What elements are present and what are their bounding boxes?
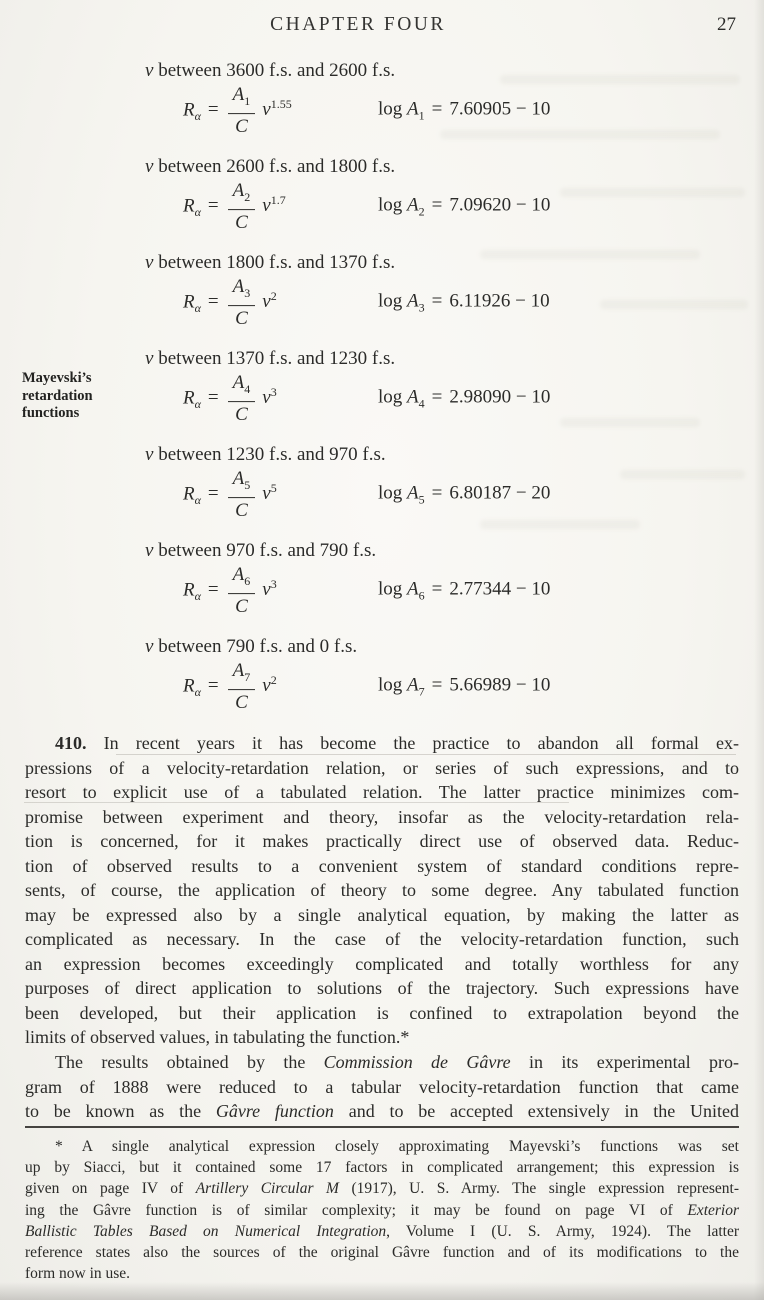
coefficient-index: 7	[418, 684, 425, 699]
v-symbol: v	[262, 675, 271, 697]
v-symbol: v	[145, 636, 154, 657]
A-symbol: A	[232, 564, 245, 586]
text-segment: form now in use.	[25, 1265, 131, 1283]
retardation-equation	[183, 373, 277, 425]
coefficient-index: 1	[418, 108, 425, 123]
velocity-power-term	[262, 483, 276, 504]
equals-sign: =	[431, 482, 443, 504]
retardation-equation	[183, 181, 286, 233]
text-segment: given on page IV of	[25, 1180, 196, 1198]
footnote-line	[25, 1242, 739, 1263]
log-coefficient-expression	[378, 291, 550, 316]
v-symbol: v	[262, 291, 271, 313]
alpha-symbol: α	[194, 685, 201, 700]
A-symbol: A	[407, 674, 419, 696]
paragraph-line	[25, 805, 739, 830]
log-word: log	[378, 98, 408, 120]
fraction-numerator	[228, 181, 256, 209]
log-word: log	[378, 290, 408, 312]
alpha-subscript	[195, 109, 201, 123]
alpha-symbol: α	[194, 205, 201, 220]
R-symbol: R	[183, 195, 195, 217]
fraction-denominator	[228, 305, 256, 329]
velocity-exponent: 3	[270, 385, 277, 400]
velocity-power-term	[262, 291, 276, 312]
text-segment: reference states also the sources of the original Gâvre function and of its modifications to the	[25, 1244, 739, 1262]
fraction-denominator	[228, 401, 256, 425]
text-segment: In recent years it has become the practice to abandon all formal ex-	[86, 733, 739, 753]
C-symbol: C	[235, 307, 248, 329]
text-segment: resort to explicit use of a tabulated relation. The latter practice minimizes com-	[25, 782, 739, 802]
log-value: 2.98090 − 10	[449, 386, 551, 408]
A-symbol: A	[232, 276, 245, 298]
log-word: log	[378, 578, 408, 600]
v-symbol: v	[145, 252, 154, 273]
retardation-equation	[183, 469, 277, 521]
alpha-symbol: α	[194, 493, 201, 508]
alpha-symbol: α	[194, 397, 201, 412]
alpha-subscript	[195, 589, 201, 603]
log-word: log	[378, 194, 408, 216]
equals-sign: =	[207, 387, 219, 409]
A-symbol: A	[407, 98, 419, 120]
v-symbol: v	[262, 195, 271, 217]
equals-sign: =	[207, 291, 219, 313]
paragraph-line	[25, 756, 739, 781]
v-symbol: v	[262, 483, 271, 505]
text-segment: promise between experiment and theory, insofar as the velocity-retardation rela-	[25, 806, 739, 827]
retardation-equation	[183, 85, 292, 137]
italic-text: Ballistic Tables Based on Numerical Integration	[25, 1222, 387, 1240]
scan-bleed-artifact	[500, 75, 740, 84]
A-symbol: A	[232, 180, 245, 202]
R-symbol: R	[183, 387, 195, 409]
log-value: 2.77344 − 10	[449, 578, 551, 600]
coefficient-index: 3	[244, 285, 251, 300]
bold-text: 410.	[55, 733, 87, 753]
fraction-numerator	[228, 565, 256, 593]
alpha-subscript	[195, 397, 201, 411]
paragraph-line	[25, 780, 739, 805]
velocity-exponent: 2	[270, 673, 277, 688]
velocity-range-line: v between 1800 f.s. and 1370 f.s.	[145, 252, 396, 273]
paragraph-line	[25, 731, 739, 756]
margin-note-line: functions	[22, 405, 80, 421]
scan-bleed-artifact	[600, 300, 748, 309]
paragraph-line	[25, 927, 739, 952]
A-symbol: A	[232, 468, 245, 490]
equals-sign: =	[207, 195, 219, 217]
velocity-power-term	[262, 99, 291, 120]
fraction-denominator	[228, 113, 256, 137]
log-word: log	[378, 674, 408, 696]
text-segment: been developed, but their application is confined to extrapolation beyond the	[25, 1002, 739, 1023]
velocity-range-line: v between 790 f.s. and 0 f.s.	[145, 636, 358, 657]
fraction-numerator	[228, 277, 256, 305]
v-symbol: v	[145, 348, 154, 369]
equals-sign: =	[207, 483, 219, 505]
footnote-line	[25, 1200, 739, 1221]
velocity-power-term	[262, 387, 276, 408]
v-symbol: v	[262, 387, 271, 409]
chapter-title: CHAPTER FOUR	[270, 14, 446, 35]
coefficient-index: 1	[244, 93, 251, 108]
retardation-equation	[183, 661, 277, 713]
equals-sign: =	[431, 194, 443, 216]
text-segment: an expression becomes exceedingly complicated and totally worthless for any	[25, 953, 739, 974]
text-segment: pressions of a velocity-retardation relation, or series of such expressions, and to	[25, 757, 739, 778]
paragraph-line	[25, 1075, 739, 1100]
velocity-power-term	[262, 675, 276, 696]
coefficient-index: 2	[418, 204, 425, 219]
coefficient-fraction	[228, 277, 256, 329]
log-value: 5.66989 − 10	[449, 674, 551, 696]
paragraph-line	[25, 1025, 739, 1050]
text-segment: in its experimental pro-	[510, 1052, 740, 1072]
paragraph-410	[25, 731, 739, 1050]
paragraph-line	[25, 976, 739, 1001]
margin-note-line: retardation	[22, 387, 93, 404]
text-segment: , Volume I (U. S. Army, 1924). The latter	[386, 1222, 739, 1240]
coefficient-index: 4	[244, 381, 251, 396]
C-symbol: C	[235, 595, 248, 617]
coefficient-index: 6	[418, 588, 425, 603]
text-segment: purposes of direct application to solutions of the trajectory. Such expressions have	[25, 978, 739, 998]
velocity-exponent: 5	[270, 481, 277, 496]
coefficient-fraction	[228, 565, 256, 617]
log-coefficient-expression	[378, 579, 550, 604]
velocity-range-line: v between 1230 f.s. and 970 f.s.	[145, 444, 386, 465]
v-symbol: v	[262, 579, 271, 601]
pencil-underline-artifact	[116, 754, 736, 755]
A-symbol: A	[407, 290, 419, 312]
v-symbol: v	[262, 99, 271, 121]
fraction-numerator	[228, 373, 256, 401]
text-segment: and to be accepted extensively in the United	[333, 1101, 739, 1121]
formula-row	[0, 660, 764, 714]
coefficient-fraction	[228, 373, 256, 425]
A-symbol: A	[407, 194, 419, 216]
fraction-denominator	[228, 689, 256, 713]
fraction-numerator	[228, 661, 256, 689]
equals-sign: =	[431, 98, 443, 120]
log-coefficient-expression	[378, 675, 550, 700]
C-symbol: C	[235, 211, 248, 233]
retardation-equation	[183, 277, 277, 329]
formula-block	[0, 538, 764, 618]
equals-sign: =	[207, 579, 219, 601]
paragraph-line	[25, 1001, 739, 1026]
coefficient-index: 7	[244, 669, 251, 684]
velocity-range-line: v between 1370 f.s. and 1230 f.s.	[145, 348, 396, 369]
A-symbol: A	[232, 660, 245, 682]
equals-sign: =	[431, 674, 443, 696]
velocity-range-line: v between 970 f.s. and 790 f.s.	[145, 540, 377, 561]
text-segment: (1917), U. S. Army. The single expression represent-	[338, 1180, 739, 1198]
alpha-subscript	[195, 685, 201, 699]
log-value: 7.09620 − 10	[449, 194, 551, 216]
log-coefficient-expression	[378, 387, 550, 412]
formula-block	[0, 634, 764, 714]
R-symbol: R	[183, 291, 195, 313]
text-segment: tion is concerned, for it makes practically direct use of observed data. Reduc-	[25, 831, 739, 851]
equals-sign: =	[431, 578, 443, 600]
paragraph-line	[25, 903, 739, 928]
pencil-underline-artifact	[24, 802, 569, 803]
footnote-line	[25, 1136, 739, 1157]
coefficient-fraction	[228, 181, 256, 233]
text-segment: sents, of course, the application of theory to some degree. Any tabulated function	[25, 880, 739, 900]
log-value: 6.80187 − 20	[449, 482, 551, 504]
coefficient-index: 5	[418, 492, 425, 507]
scan-edge-shadow	[754, 0, 764, 1300]
paragraph-line	[25, 854, 739, 879]
coefficient-index: 6	[244, 573, 251, 588]
page-number: 27	[717, 14, 736, 35]
paragraph-gavre	[25, 1050, 739, 1124]
R-symbol: R	[183, 675, 195, 697]
italic-text: Commission de Gâvre	[323, 1052, 511, 1072]
formula-row	[0, 564, 764, 618]
paragraph-line	[25, 878, 739, 903]
margin-note	[22, 370, 142, 423]
coefficient-index: 5	[244, 477, 251, 492]
formula-block	[0, 250, 764, 330]
velocity-power-term	[262, 579, 276, 600]
italic-text: Exterior	[687, 1201, 739, 1219]
formula-block	[0, 58, 764, 138]
alpha-subscript	[195, 493, 201, 507]
text-segment: gram of 1888 were reduced to a tabular velocity-retardation function that came	[25, 1076, 739, 1097]
log-word: log	[378, 386, 408, 408]
equals-sign: =	[431, 386, 443, 408]
margin-note-line: Mayevski’s	[22, 370, 92, 386]
coefficient-fraction	[228, 85, 256, 137]
fraction-numerator	[228, 85, 256, 113]
coefficient-fraction	[228, 661, 256, 713]
velocity-exponent: 1.7	[270, 193, 286, 208]
coefficient-fraction	[228, 469, 256, 521]
coefficient-index: 3	[418, 300, 425, 315]
footnote-line	[25, 1157, 739, 1178]
scan-edge-shadow	[0, 1282, 764, 1300]
A-symbol: A	[407, 482, 419, 504]
footnote-line	[25, 1221, 739, 1242]
alpha-symbol: α	[194, 301, 201, 316]
paragraph-line	[25, 1050, 739, 1075]
velocity-exponent: 2	[270, 289, 277, 304]
text-segment: complicated as necessary. In the case of the velocity-retardation function, such	[25, 929, 739, 949]
text-segment: limits of observed values, in tabulating the function.*	[25, 1027, 410, 1047]
v-symbol: v	[145, 540, 154, 561]
A-symbol: A	[232, 84, 245, 106]
velocity-range-line: v between 2600 f.s. and 1800 f.s.	[145, 156, 396, 177]
log-coefficient-expression	[378, 483, 550, 508]
scan-bleed-artifact	[440, 130, 720, 139]
alpha-subscript	[195, 301, 201, 315]
log-word: log	[378, 482, 408, 504]
coefficient-index: 2	[244, 189, 251, 204]
text-segment: ing the Gâvre function is of similar complexity; it may be found on page VI of	[25, 1201, 688, 1219]
C-symbol: C	[235, 403, 248, 425]
log-value: 7.60905 − 10	[449, 98, 551, 120]
equals-sign: =	[431, 290, 443, 312]
text-segment: The results obtained by the	[55, 1052, 324, 1072]
A-symbol: A	[407, 578, 419, 600]
velocity-power-term	[262, 195, 285, 216]
footnote-separator-rule	[25, 1126, 739, 1128]
coefficient-index: 4	[418, 396, 425, 411]
A-symbol: A	[232, 372, 245, 394]
v-symbol: v	[145, 60, 154, 81]
log-coefficient-expression	[378, 99, 550, 124]
velocity-exponent: 1.55	[270, 97, 292, 112]
R-symbol: R	[183, 579, 195, 601]
text-segment: up by Siacci, but it contained some 17 factors in complicated arrangement; this expression is	[25, 1159, 739, 1177]
log-coefficient-expression	[378, 195, 550, 220]
text-segment: tion of observed results to a convenient system of standard conditions repre-	[25, 855, 739, 876]
velocity-exponent: 3	[270, 577, 277, 592]
scan-bleed-artifact	[620, 470, 745, 479]
formula-block	[0, 442, 764, 522]
fraction-denominator	[228, 593, 256, 617]
paragraph-line	[25, 1099, 739, 1124]
fraction-denominator	[228, 209, 256, 233]
fraction-numerator	[228, 469, 256, 497]
alpha-symbol: α	[194, 109, 201, 124]
footnote-line	[25, 1178, 739, 1199]
equals-sign: =	[207, 99, 219, 121]
alpha-symbol: α	[194, 589, 201, 604]
C-symbol: C	[235, 115, 248, 137]
log-value: 6.11926 − 10	[449, 290, 550, 312]
R-symbol: R	[183, 99, 195, 121]
text-segment: may be expressed also by a single analytical equation, by making the latter as	[25, 904, 739, 925]
italic-text: Artillery Circular M	[195, 1180, 339, 1198]
scan-bleed-artifact	[560, 418, 700, 427]
fraction-denominator	[228, 497, 256, 521]
retardation-equation	[183, 565, 277, 617]
R-symbol: R	[183, 483, 195, 505]
footnote	[25, 1136, 739, 1284]
scan-bleed-artifact	[480, 250, 700, 259]
italic-text: Gâvre function	[215, 1101, 334, 1121]
scan-bleed-artifact	[560, 188, 745, 197]
equals-sign: =	[207, 675, 219, 697]
A-symbol: A	[407, 386, 419, 408]
C-symbol: C	[235, 691, 248, 713]
scan-bleed-artifact	[480, 520, 640, 529]
velocity-range-line: v between 3600 f.s. and 2600 f.s.	[145, 60, 396, 81]
paragraph-line	[25, 829, 739, 854]
v-symbol: v	[145, 156, 154, 177]
v-symbol: v	[145, 444, 154, 465]
paragraph-line	[25, 952, 739, 977]
text-segment: * A single analytical expression closely approximating Mayevski’s functions was set	[55, 1138, 739, 1155]
text-segment: to be known as the	[25, 1101, 216, 1121]
alpha-subscript	[195, 205, 201, 219]
C-symbol: C	[235, 499, 248, 521]
